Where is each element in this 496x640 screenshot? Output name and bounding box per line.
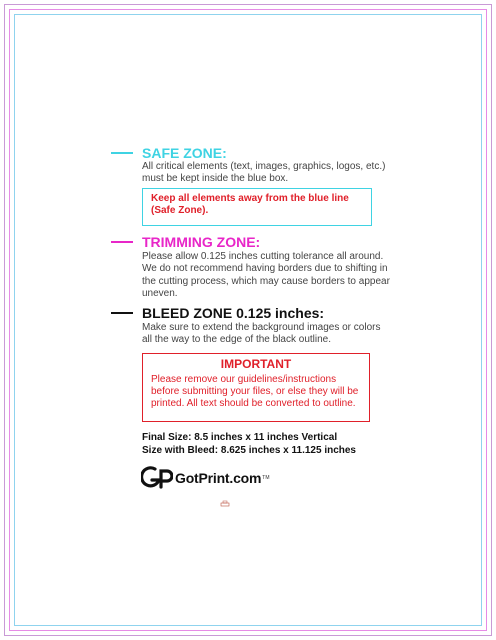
important-text: Please remove our guidelines/instructions before submitting your files, or else they will be printed. All text should be converted to outline.	[151, 374, 359, 409]
trademark-mark: TM	[262, 475, 270, 481]
bleed-size: Size with Bleed: 8.625 inches x 11.125 inches	[142, 444, 356, 456]
trimming-zone-marker	[111, 241, 133, 243]
gotprint-logo	[141, 465, 270, 491]
safe-zone-heading: SAFE ZONE:	[142, 145, 227, 161]
bleed-zone-heading: BLEED ZONE 0.125 inches:	[142, 305, 325, 321]
gotprint-logo-icon	[141, 465, 173, 491]
small-printer-icon	[220, 500, 230, 508]
safe-zone-marker	[111, 152, 133, 154]
bleed-zone-description: Make sure to extend the background images or colors all the way to the edge of the black outline.	[142, 322, 381, 346]
trimming-zone-description: Please allow 0.125 inches cutting tolerance all around. We do not recommend having borders due to shifting in the cutting process, which may cause borders to appear uneven.	[142, 251, 390, 300]
important-title: IMPORTANT	[220, 357, 292, 371]
bleed-zone-marker	[111, 312, 133, 314]
size-info	[142, 432, 356, 457]
safe-zone-description: All critical elements (text, images, graphics, logos, etc.) must be kept inside the blue box.	[142, 161, 386, 185]
safe-zone-box	[142, 188, 372, 226]
trimming-zone-heading: TRIMMING ZONE:	[142, 234, 261, 250]
final-size: Final Size: 8.5 inches x 11 inches Vertical	[142, 432, 338, 443]
gotprint-logo-text: GotPrint.com	[175, 470, 262, 486]
important-box	[142, 353, 370, 422]
safe-zone-box-text: Keep all elements away from the blue line (Safe Zone).	[151, 193, 349, 216]
